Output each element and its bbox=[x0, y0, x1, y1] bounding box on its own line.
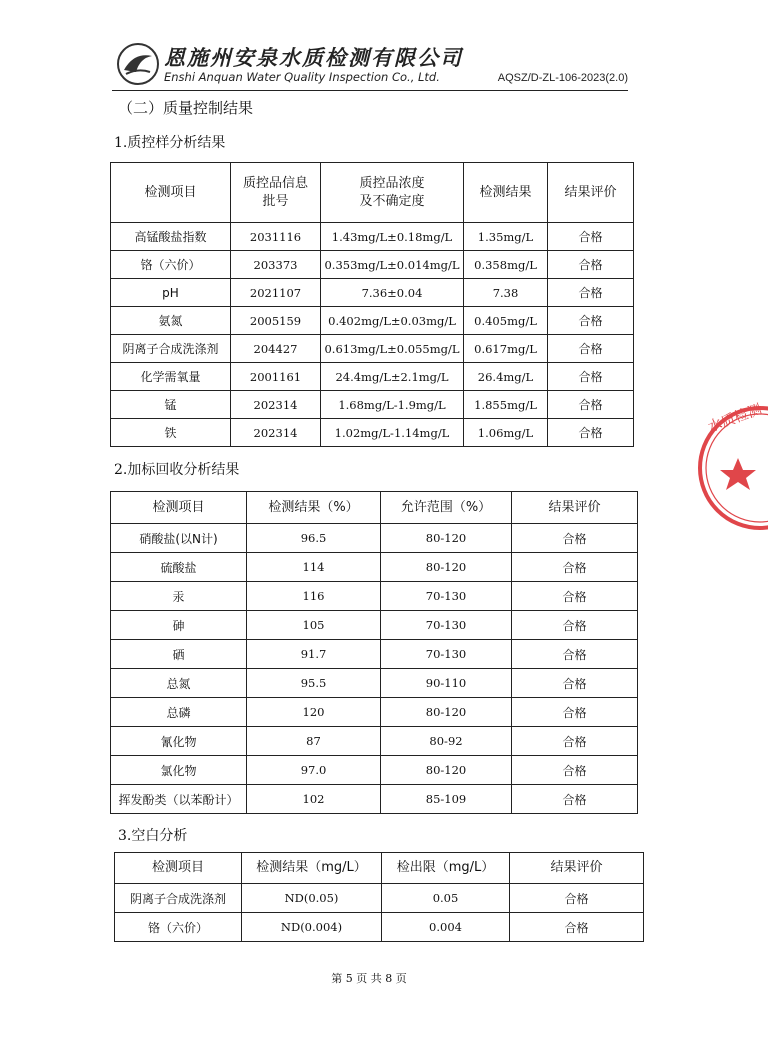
table-cell: 合格 bbox=[512, 698, 638, 727]
header-divider bbox=[112, 90, 628, 91]
column-header: 检测项目 bbox=[111, 163, 231, 223]
table-cell: 7.38 bbox=[464, 279, 548, 307]
table-row bbox=[111, 307, 634, 335]
table-row bbox=[111, 335, 634, 363]
table-cell: 96.5 bbox=[247, 524, 381, 553]
table-cell: 合格 bbox=[548, 363, 634, 391]
table-cell: 阴离子合成洗涤剂 bbox=[111, 335, 231, 363]
table-row bbox=[111, 223, 634, 251]
table-cell: 合格 bbox=[510, 884, 644, 913]
table-cell: 硝酸盐(以N计) bbox=[111, 524, 247, 553]
blank-analysis-table bbox=[114, 852, 644, 942]
document-code: AQSZ/D-ZL-106-2023(2.0) bbox=[497, 72, 628, 84]
table-cell: 合格 bbox=[548, 307, 634, 335]
table-row bbox=[111, 669, 638, 698]
company-name-en: Enshi Anquan Water Quality Inspection Co., Ltd. bbox=[164, 70, 440, 84]
table-cell: ND(0.05) bbox=[242, 884, 382, 913]
table-row bbox=[111, 553, 638, 582]
table-cell: 95.5 bbox=[247, 669, 381, 698]
table-cell: 合格 bbox=[548, 223, 634, 251]
table-cell: 70-130 bbox=[381, 611, 512, 640]
column-header: 结果评价 bbox=[548, 163, 634, 223]
table-cell: 合格 bbox=[548, 279, 634, 307]
spike-recovery-table bbox=[110, 491, 638, 814]
table-cell: 80-120 bbox=[381, 756, 512, 785]
table-cell: 1.855mg/L bbox=[464, 391, 548, 419]
blank-analysis-title: 3.空白分析 bbox=[118, 828, 188, 844]
table-cell: 阴离子合成洗涤剂 bbox=[115, 884, 242, 913]
table-cell: 114 bbox=[247, 553, 381, 582]
table-cell: 1.35mg/L bbox=[464, 223, 548, 251]
section-title: （二）质量控制结果 bbox=[118, 99, 254, 117]
table-row bbox=[111, 611, 638, 640]
table-cell: 120 bbox=[247, 698, 381, 727]
column-header: 检测结果 bbox=[464, 163, 548, 223]
table-cell: 0.613mg/L±0.055mg/L bbox=[321, 335, 464, 363]
table-cell: 合格 bbox=[512, 640, 638, 669]
table-cell: 105 bbox=[247, 611, 381, 640]
table-cell: 铬（六价） bbox=[115, 913, 242, 942]
table-cell: 铁 bbox=[111, 419, 231, 447]
table-cell: 0.353mg/L±0.014mg/L bbox=[321, 251, 464, 279]
table-cell: 80-120 bbox=[381, 698, 512, 727]
table-cell: 0.004 bbox=[382, 913, 510, 942]
spike-recovery-title: 2.加标回收分析结果 bbox=[114, 462, 240, 478]
table-row bbox=[111, 419, 634, 447]
report-header bbox=[112, 38, 628, 94]
table-cell: 91.7 bbox=[247, 640, 381, 669]
column-header: 检出限（mg/L） bbox=[382, 853, 510, 884]
table-cell: 1.06mg/L bbox=[464, 419, 548, 447]
table-cell: 0.405mg/L bbox=[464, 307, 548, 335]
table-cell: 合格 bbox=[512, 669, 638, 698]
table-cell: 0.402mg/L±0.03mg/L bbox=[321, 307, 464, 335]
table-row bbox=[111, 727, 638, 756]
table-row bbox=[111, 251, 634, 279]
table-cell: 87 bbox=[247, 727, 381, 756]
table-row bbox=[111, 785, 638, 814]
table-cell: 锰 bbox=[111, 391, 231, 419]
table-cell: 2021107 bbox=[231, 279, 321, 307]
table-cell: 7.36±0.04 bbox=[321, 279, 464, 307]
table-row bbox=[111, 582, 638, 611]
page-footer: 第 5 页 共 8 页 bbox=[331, 972, 407, 985]
column-header: 结果评价 bbox=[512, 492, 638, 524]
table-cell: 1.02mg/L-1.14mg/L bbox=[321, 419, 464, 447]
table-cell: 80-92 bbox=[381, 727, 512, 756]
table-cell: 合格 bbox=[512, 582, 638, 611]
table-cell: 90-110 bbox=[381, 669, 512, 698]
column-header: 检测结果（mg/L） bbox=[242, 853, 382, 884]
table-cell: 70-130 bbox=[381, 582, 512, 611]
table-cell: 1.43mg/L±0.18mg/L bbox=[321, 223, 464, 251]
table-cell: pH bbox=[111, 279, 231, 307]
table-cell: 85-109 bbox=[381, 785, 512, 814]
table-cell: 0.617mg/L bbox=[464, 335, 548, 363]
table-cell: 硫酸盐 bbox=[111, 553, 247, 582]
table-cell: 合格 bbox=[512, 785, 638, 814]
column-header: 质控品浓度 及不确定度 bbox=[321, 163, 464, 223]
table-cell: 70-130 bbox=[381, 640, 512, 669]
table-cell: 化学需氧量 bbox=[111, 363, 231, 391]
column-header: 检测项目 bbox=[111, 492, 247, 524]
column-header: 允许范围（%） bbox=[381, 492, 512, 524]
table-cell: 氰化物 bbox=[111, 727, 247, 756]
company-name-cn: 恩施州安泉水质检测有限公司 bbox=[164, 46, 463, 70]
qc-samples-table bbox=[110, 162, 634, 447]
table-cell: 合格 bbox=[548, 251, 634, 279]
qc-samples-title: 1.质控样分析结果 bbox=[114, 135, 226, 151]
table-cell: 202314 bbox=[231, 391, 321, 419]
table-row bbox=[111, 391, 634, 419]
table-cell: 总磷 bbox=[111, 698, 247, 727]
table-cell: 203373 bbox=[231, 251, 321, 279]
table-row bbox=[111, 524, 638, 553]
table-cell: 202314 bbox=[231, 419, 321, 447]
table-cell: 合格 bbox=[548, 391, 634, 419]
table-cell: 80-120 bbox=[381, 524, 512, 553]
column-header: 结果评价 bbox=[510, 853, 644, 884]
table-cell: 合格 bbox=[512, 756, 638, 785]
table-cell: 26.4mg/L bbox=[464, 363, 548, 391]
official-seal-icon bbox=[688, 398, 768, 538]
table-cell: 1.68mg/L-1.9mg/L bbox=[321, 391, 464, 419]
table-cell: 硒 bbox=[111, 640, 247, 669]
table-cell: 砷 bbox=[111, 611, 247, 640]
table-row bbox=[115, 884, 644, 913]
table-cell: 102 bbox=[247, 785, 381, 814]
table-cell: 204427 bbox=[231, 335, 321, 363]
table-cell: 0.358mg/L bbox=[464, 251, 548, 279]
column-header: 检测项目 bbox=[115, 853, 242, 884]
svg-text:水质检测: 水质检测 bbox=[705, 401, 764, 436]
table-cell: 2005159 bbox=[231, 307, 321, 335]
table-cell: ND(0.004) bbox=[242, 913, 382, 942]
table-cell: 汞 bbox=[111, 582, 247, 611]
table-row bbox=[111, 756, 638, 785]
table-cell: 2001161 bbox=[231, 363, 321, 391]
table-cell: 2031116 bbox=[231, 223, 321, 251]
table-cell: 总氮 bbox=[111, 669, 247, 698]
table-cell: 80-120 bbox=[381, 553, 512, 582]
table-cell: 挥发酚类（以苯酚计） bbox=[111, 785, 247, 814]
table-cell: 氨氮 bbox=[111, 307, 231, 335]
table-cell: 合格 bbox=[548, 419, 634, 447]
column-header: 质控品信息 批号 bbox=[231, 163, 321, 223]
table-row bbox=[115, 913, 644, 942]
table-cell: 97.0 bbox=[247, 756, 381, 785]
company-logo-icon bbox=[116, 42, 160, 86]
table-row bbox=[111, 363, 634, 391]
table-cell: 合格 bbox=[512, 727, 638, 756]
table-row bbox=[111, 279, 634, 307]
table-cell: 合格 bbox=[512, 553, 638, 582]
table-cell: 高锰酸盐指数 bbox=[111, 223, 231, 251]
table-cell: 0.05 bbox=[382, 884, 510, 913]
table-cell: 合格 bbox=[512, 611, 638, 640]
table-cell: 合格 bbox=[512, 524, 638, 553]
table-cell: 氯化物 bbox=[111, 756, 247, 785]
table-row bbox=[111, 698, 638, 727]
table-cell: 铬（六价） bbox=[111, 251, 231, 279]
table-row bbox=[111, 640, 638, 669]
column-header: 检测结果（%） bbox=[247, 492, 381, 524]
table-cell: 24.4mg/L±2.1mg/L bbox=[321, 363, 464, 391]
table-cell: 116 bbox=[247, 582, 381, 611]
table-cell: 合格 bbox=[548, 335, 634, 363]
table-cell: 合格 bbox=[510, 913, 644, 942]
